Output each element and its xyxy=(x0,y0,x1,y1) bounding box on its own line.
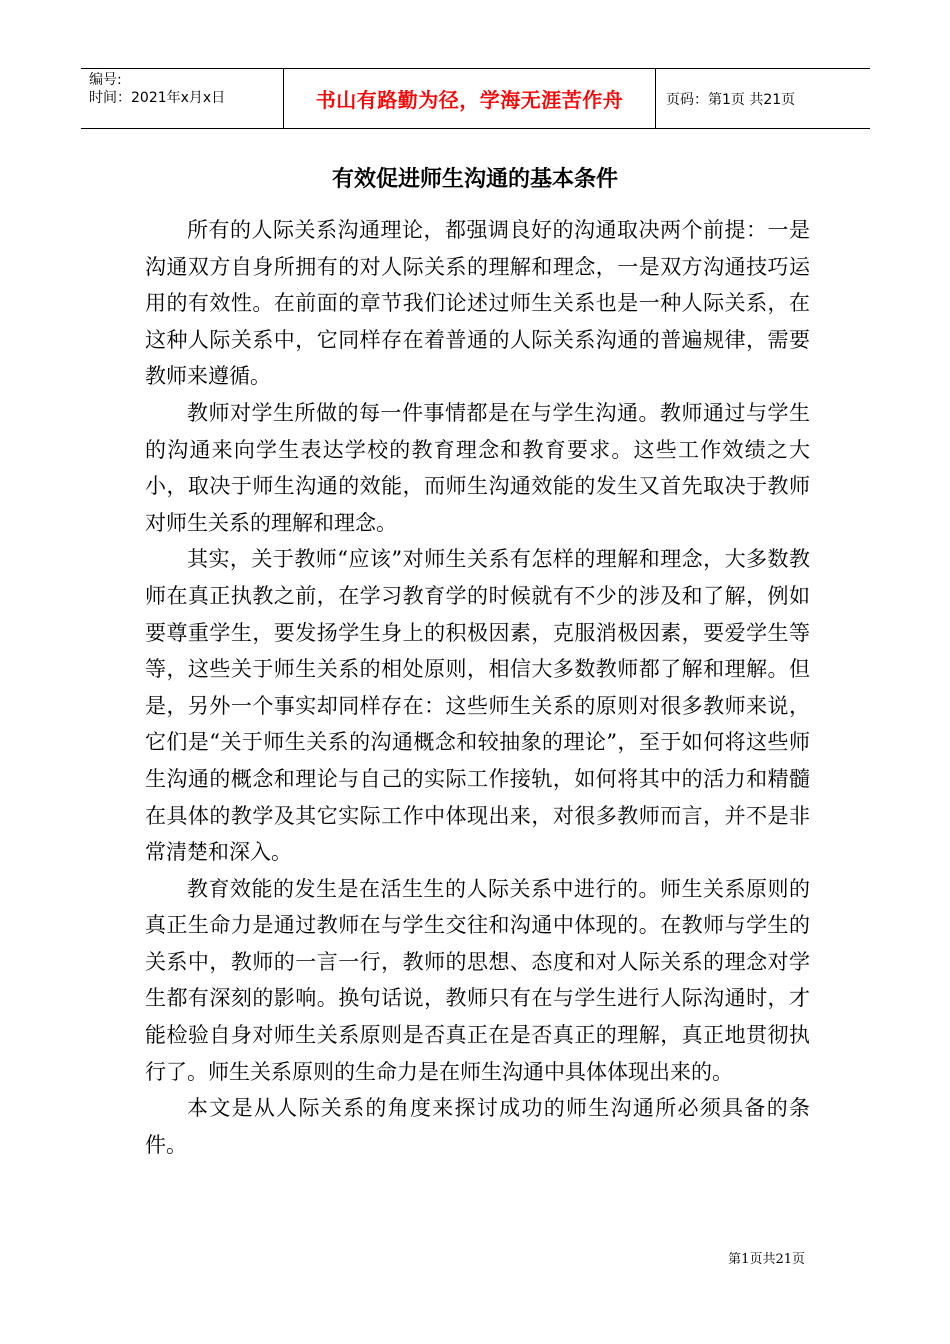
document-number-label: 编号: xyxy=(89,72,122,88)
header-table xyxy=(81,68,870,129)
paragraph: 教师对学生所做的每一件事情都是在与学生沟通。教师通过与学生的沟通来向学生表达学校的教育理念和教育要求。这些工作效绩之大小，取决于师生沟通的效能，而师生沟通效能的发生又首先取决于教师对师生关系的理解和理念。 xyxy=(145,400,810,535)
document-time-label: 时间：2021年x月x日 xyxy=(89,90,226,106)
paragraph: 所有的人际关系沟通理论，都强调良好的沟通取决两个前提：一是沟通双方自身所拥有的对人际关系的理解和理念，一是双方沟通技巧运用的有效性。在前面的章节我们论述过师生关系也是一种人际关系，在这种人际关系中，它同样存在着普通的人际关系沟通的普遍规律，需要教师来遵循。 xyxy=(145,218,810,389)
page-footer: 第1页共21页 xyxy=(728,1252,805,1267)
paragraph: 本文是从人际关系的角度来探讨成功的师生沟通所必须具备的条件。 xyxy=(145,1096,810,1157)
paragraph: 教育效能的发生是在活生生的人际关系中进行的。师生关系原则的真正生命力是通过教师在与学生交往和沟通中体现的。在教师与学生的关系中，教师的一言一行，教师的思想、态度和对人际关系的理念对学生都有深刻的影响。换句话说，教师只有在与学生进行人际沟通时，才能检验自身对师生关系原则是否真正在是否真正的理解，真正地贯彻执行了。师生关系原则的生命力是在师生沟通中具体体现出来的。 xyxy=(145,876,810,1084)
paragraph: 其实，关于教师“应该”对师生关系有怎样的理解和理念，大多数教师在真正执教之前，在学习教育学的时候就有不少的涉及和了解，例如要尊重学生，要发扬学生身上的积极因素，克服消极因素，要爱学生等等，这些关于师生关系的相处原则，相信大多数教师都了解和理解。但是，另外一个事实却同样存在：这些师生关系的原则对很多教师来说，它们是“关于师生关系的沟通概念和较抽象的理论”，至于如何将这些师生沟通的概念和理论与自己的实际工作接轨，如何将其中的活力和精髓在具体的教学及其它实际工作中体现出来，对很多教师而言，并不是非常清楚和深入。 xyxy=(145,547,810,865)
header-page-info: 页码：第1页 共21页 xyxy=(666,91,796,108)
header-meta xyxy=(81,69,284,128)
header-motto: 书山有路勤为径，学海无涯苦作舟 xyxy=(284,69,656,128)
document-body xyxy=(145,212,810,1163)
document-title: 有效促进师生沟通的基本条件 xyxy=(331,167,618,192)
